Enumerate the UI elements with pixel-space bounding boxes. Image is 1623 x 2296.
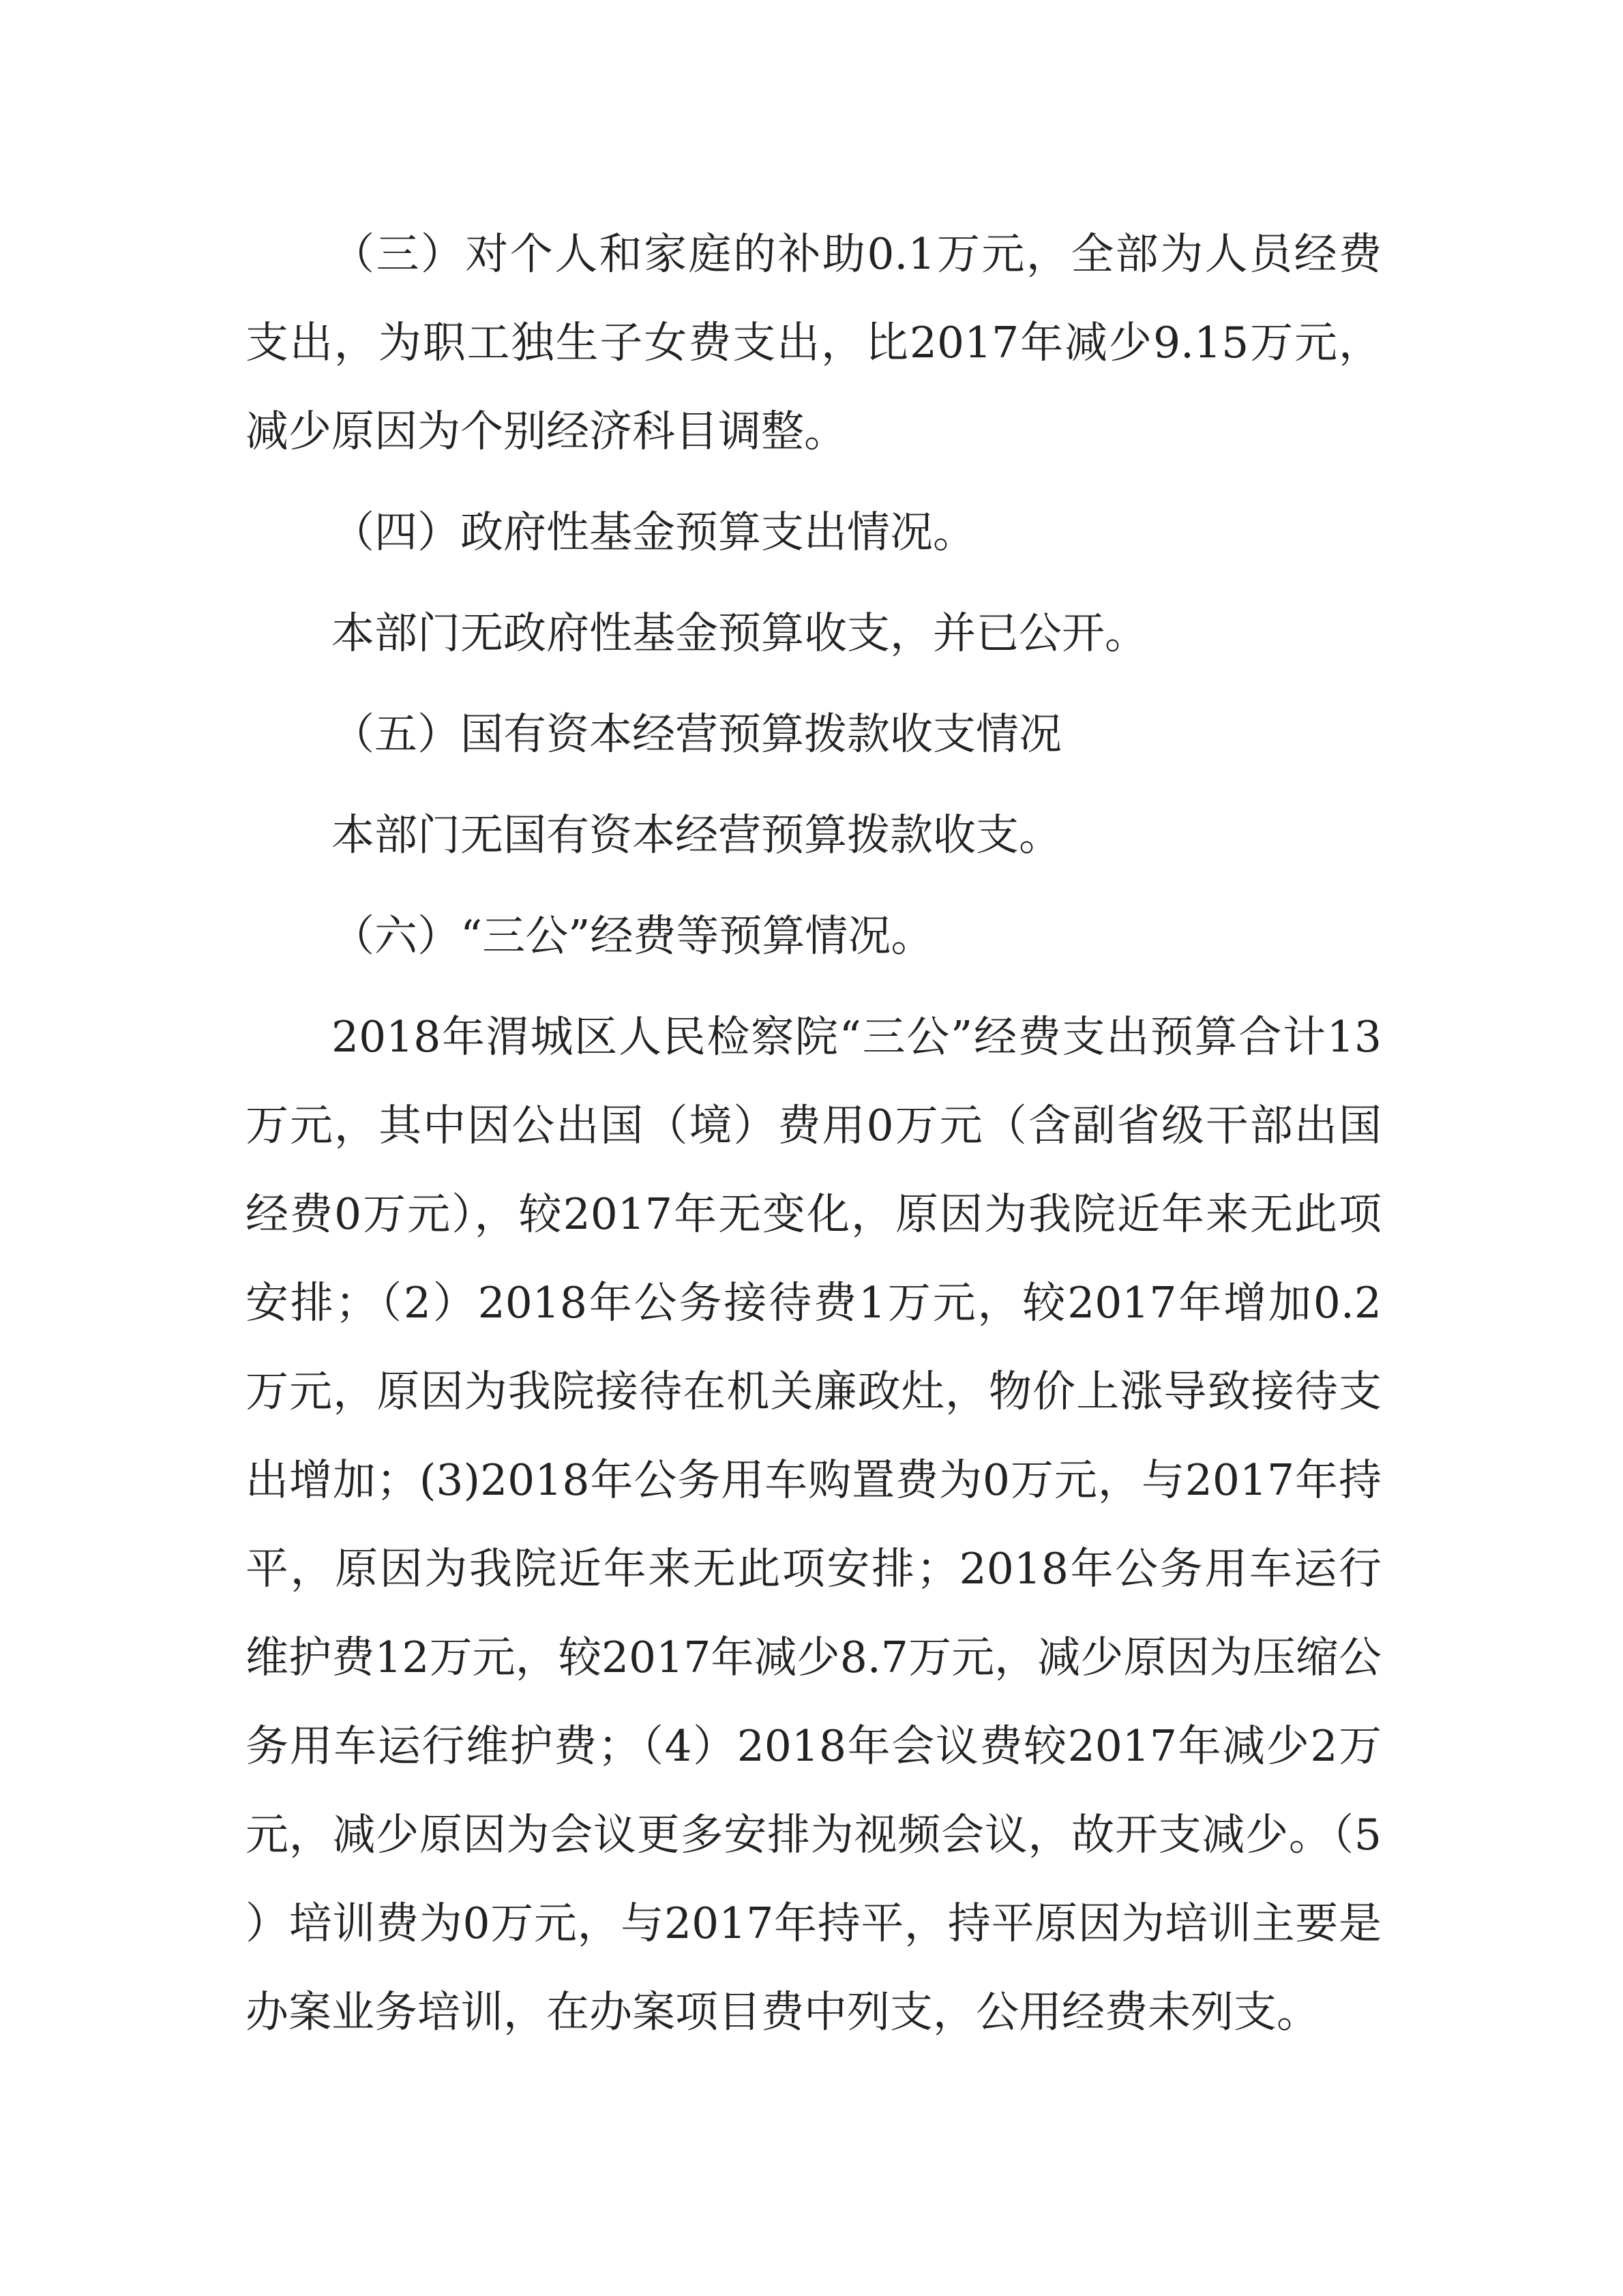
paragraph-state-capital-heading: （五）国有资本经营预算拨款收支情况: [331, 709, 1062, 759]
paragraph-three-public-details: 2018年渭城区人民检察院“三公”经费支出预算合计13万元，其中因公出国（境）费用0万元（含副省级干部出国经费0万元），较2017年无变化，原因为我院近年来无此项安排；（2）2018年公务接待费1万元，较2017年增加0.2万元，原因为我院接待在机关廉政灶，物价上涨导致接待支出增加；(3)2018年公务用车购置费为0万元，与2017年持平，原因为我院近年来无此项安排；2018年公务用车运行维护费12万元，较2017年减少8.7万元，减少原因为压缩公务用车运行维护费；（4）2018年会议费较2017年减少2万元，减少原因为会议更多安排为视频会议，故开支减少。（5）培训费为0万元，与2017年持平，持平原因为培训主要是办案业务培训，在办案项目费中列支，公用经费未列支。: [245, 1012, 1382, 2037]
paragraph-government-fund-note: 本部门无政府性基金预算收支，并已公开。: [331, 608, 1148, 658]
paragraph-state-capital-note: 本部门无国有资本经营预算拨款收支。: [331, 810, 1062, 860]
paragraph-government-fund-heading: （四）政府性基金预算支出情况。: [331, 507, 976, 557]
paragraph-personal-family-subsidy: （三）对个人和家庭的补助0.1万元，全部为人员经费支出，为职工独生子女费支出，比2017年减少9.15万元，减少原因为个别经济科目调整。: [245, 229, 1382, 456]
document-body: [245, 210, 1382, 2057]
paragraph-three-public-heading: （六）“三公”经费等预算情况。: [331, 911, 934, 961]
